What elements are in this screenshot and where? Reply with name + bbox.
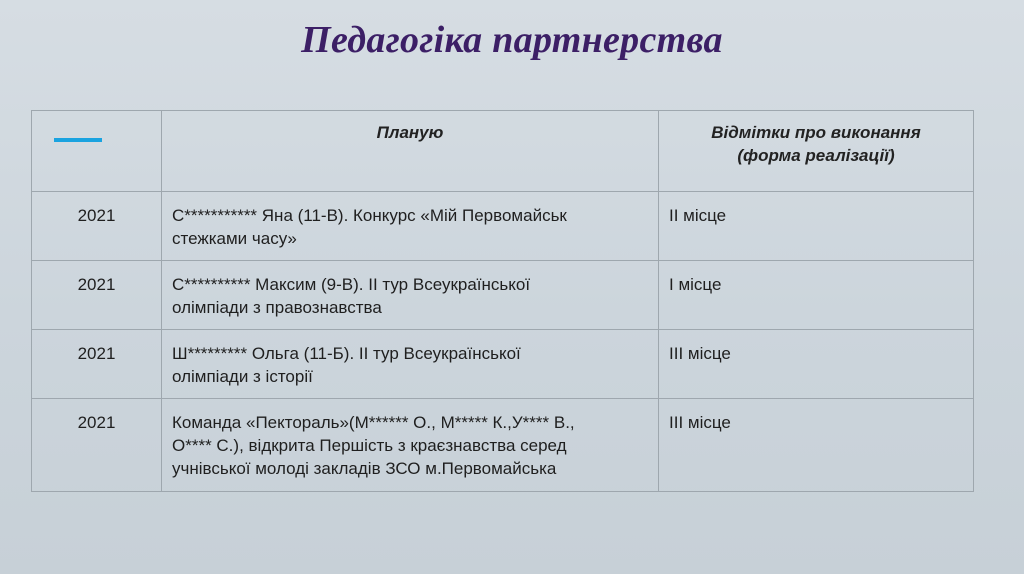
table-row bbox=[32, 330, 974, 399]
plan-line: С*********** Яна (11-В). Конкурс «Мій Первомайськ bbox=[172, 206, 567, 225]
plan-cell bbox=[162, 399, 659, 492]
header-cell-plan: Планую bbox=[162, 111, 659, 192]
year-cell: 2021 bbox=[32, 330, 162, 399]
accent-dash-icon bbox=[54, 138, 102, 142]
plan-cell bbox=[162, 330, 659, 399]
plan-line: учнівської молоді закладів ЗСО м.Первомайська bbox=[172, 459, 557, 478]
plan-cell bbox=[162, 261, 659, 330]
result-cell: ІІІ місце bbox=[659, 330, 974, 399]
result-cell: ІІ місце bbox=[659, 192, 974, 261]
plan-cell bbox=[162, 192, 659, 261]
header-cell-year bbox=[32, 111, 162, 192]
result-cell: І місце bbox=[659, 261, 974, 330]
plan-line: С********** Максим (9-В). ІІ тур Всеукраїнської bbox=[172, 275, 531, 294]
plan-line: Команда «Пектораль»(М****** О., М***** К.,У**** В., bbox=[172, 413, 575, 432]
table-row bbox=[32, 399, 974, 492]
achievements-table-container bbox=[31, 110, 973, 492]
year-cell: 2021 bbox=[32, 192, 162, 261]
plan-line: олімпіади з правознавства bbox=[172, 298, 382, 317]
header-cell-result bbox=[659, 111, 974, 192]
slide-title: Педагогіка партнерства bbox=[301, 19, 723, 61]
plan-line: стежками часу» bbox=[172, 229, 297, 248]
result-cell: ІІІ місце bbox=[659, 399, 974, 492]
year-cell: 2021 bbox=[32, 399, 162, 492]
plan-line: О**** С.), відкрита Першість з краєзнавства серед bbox=[172, 436, 567, 455]
table-header-row bbox=[32, 111, 974, 192]
year-cell: 2021 bbox=[32, 261, 162, 330]
header-result-line-2: (форма реалізації) bbox=[737, 146, 895, 165]
header-result-line-1: Відмітки про виконання bbox=[711, 123, 921, 142]
plan-line: Ш********* Ольга (11-Б). ІІ тур Всеукраїнської bbox=[172, 344, 521, 363]
table-row bbox=[32, 192, 974, 261]
table-row bbox=[32, 261, 974, 330]
achievements-table bbox=[31, 110, 974, 492]
plan-line: олімпіади з історії bbox=[172, 367, 313, 386]
